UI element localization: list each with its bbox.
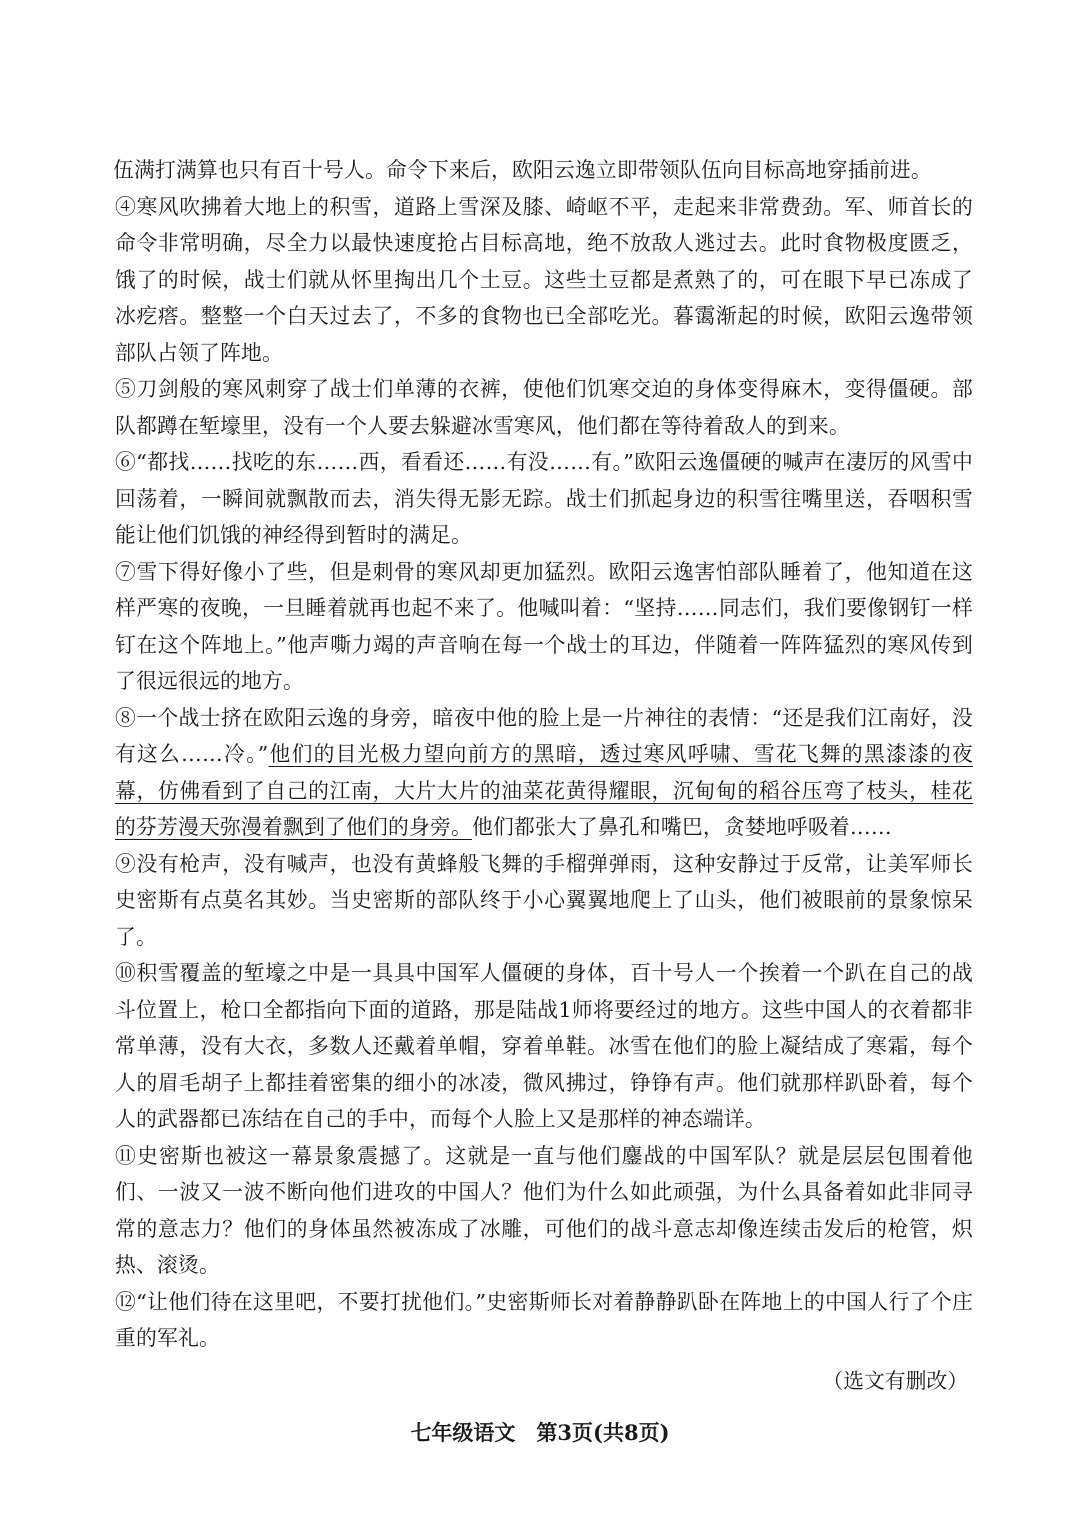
paragraph-continued: 伍满打满算也只有百十号人。命令下来后，欧阳云逸立即带领队伍向目标高地穿插前进。 — [113, 158, 932, 182]
article-body — [113, 152, 973, 1357]
paragraph-8-tail: 他们都张大了鼻孔和嘴巴，贪婪地呼吸着…… — [471, 815, 892, 839]
paragraph-8-lead: ⑧一个战士挤在欧阳云逸的身旁，暗夜中他的脸上是一片神往的表情：“还是我们江南好，没有这么……冷。” — [115, 705, 973, 766]
paragraph-10: ⑩积雪覆盖的堑壕之中是一具具中国军人僵硬的身体，百十号人一个挨着一个趴在自己的战斗位置上，枪口全都指向下面的道路，那是陆战1师将要经过的地方。这些中国人的衣着都非常单薄，没有大衣，多数人还戴着单帽，穿着单鞋。冰雪在他们的脸上凝结成了寒霜，每个人的眉毛胡子上都挂着密集的细小的冰凌，微风拂过，铮铮有声。他们就那样趴卧着，每个人的武器都已冻结在自己的手中，而每个人脸上又是那样的神态端详。 — [115, 961, 973, 1131]
paragraph-12: ⑫“让他们待在这里吧，不要打扰他们。”史密斯师长对着静静趴卧在阵地上的中国人行了个庄重的军礼。 — [115, 1289, 973, 1350]
paragraph-9: ⑨没有枪声，没有喊声，也没有黄蜂般飞舞的手榴弹弹雨，这种安静过于反常，让美军师长史密斯有点莫名其妙。当史密斯的部队终于小心翼翼地爬上了山头，他们被眼前的景象惊呆了。 — [115, 851, 973, 949]
page-footer: 七年级语文 第3页(共8页) — [410, 1420, 670, 1445]
paragraph-4: ④寒风吹拂着大地上的积雪，道路上雪深及膝、崎岖不平，走起来非常费劲。军、师首长的命令非常明确，尽全力以最快速度抢占目标高地，绝不放敌人逃过去。此时食物极度匮乏，饿了的时候，战士们就从怀里掏出几个土豆。这些土豆都是煮熟了的，可在眼下早已冻成了冰疙瘩。整整一个白天过去了，不多的食物也已全部吃光。暮霭渐起的时候，欧阳云逸带领部队占领了阵地。 — [115, 194, 973, 365]
paragraph-5: ⑤刀剑般的寒风刺穿了战士们单薄的衣裤，使他们饥寒交迫的身体变得麻木，变得僵硬。部队都蹲在堑壕里，没有一个人要去躲避冰雪寒风，他们都在等待着敌人的到来。 — [115, 377, 973, 438]
paragraph-11: ⑪史密斯也被这一幕景象震撼了。这就是一直与他们鏖战的中国军队？就是层层包围着他们、一波又一波不断向他们进攻的中国人？他们为什么如此顽强，为什么具备着如此非同寻常的意志力？他们的身体虽然被冻成了冰雕，可他们的战斗意志却像连续击发后的枪管，炽热、滚烫。 — [115, 1143, 973, 1277]
paragraph-8-underlined-sentence: 他们的目光极力望向前方的黑暗，透过寒风呼啸、雪花飞舞的黑漆漆的夜幕，仿佛看到了自己的江南，大片大片的油菜花黄得耀眼，沉甸甸的稻谷压弯了枝头，桂花的芬芳漫天弥漫着飘到了他们的身旁。 — [115, 742, 973, 839]
paragraph-7: ⑦雪下得好像小了些，但是刺骨的寒风却更加猛烈。欧阳云逸害怕部队睡着了，他知道在这样严寒的夜晚，一旦睡着就再也起不来了。他喊叫着：“坚持……同志们，我们要像钢钉一样钉在这个阵地上。”他声嘶力竭的声音响在每一个战士的耳边，伴随着一阵阵猛烈的寒风传到了很远很远的地方。 — [115, 559, 973, 693]
paragraph-6: ⑥“都找……找吃的东……西，看看还……有没……有。”欧阳云逸僵硬的喊声在凄厉的风雪中回荡着，一瞬间就飘散而去，消失得无影无踪。战士们抓起身边的积雪往嘴里送，吞咽积雪能让他们饥饿的神经得到暂时的满足。 — [115, 450, 973, 547]
paragraph-8 — [113, 700, 973, 846]
source-note: （选文有删改） — [822, 1369, 968, 1393]
